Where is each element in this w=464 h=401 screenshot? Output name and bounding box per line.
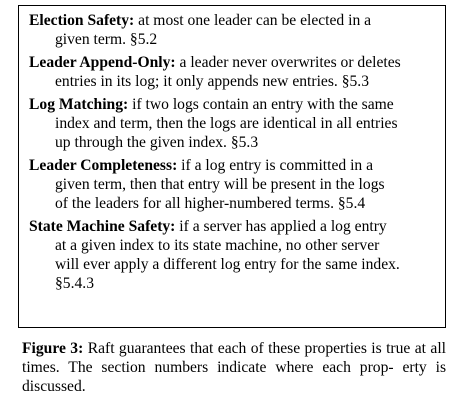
property-leader-append-only	[29, 53, 437, 91]
property-text-continued: §5.4.3	[55, 275, 94, 292]
property-term: Log Matching:	[29, 96, 129, 113]
property-text-continued: index and term, then the logs are identical in all entries	[55, 115, 398, 132]
property-election-safety	[29, 11, 437, 49]
property-term: State Machine Safety:	[29, 218, 176, 235]
property-text-continued: entries in its log; it only appends new entries. §5.3	[55, 73, 369, 90]
property-term: Leader Completeness:	[29, 157, 178, 174]
caption-text-line-2: at all times. The section numbers indicate where each prop-	[22, 340, 446, 376]
property-text-continued: of the leaders for all higher-numbered terms. §5.4	[55, 195, 366, 212]
property-text: if a server has applied a log entry	[179, 218, 387, 235]
figure-label: Figure 3:	[22, 340, 84, 357]
property-text: if two logs contain an entry with the same	[132, 96, 394, 113]
property-text: if a log entry is committed in a	[181, 157, 374, 174]
property-text: at most one leader can be elected in a	[138, 12, 372, 29]
property-term: Leader Append-Only:	[29, 54, 176, 71]
property-log-matching	[29, 95, 437, 152]
property-text: a leader never overwrites or deletes	[179, 54, 401, 71]
property-text-continued: given term. §5.2	[55, 31, 158, 48]
property-text-continued: will ever apply a different log entry for the same index.	[55, 256, 400, 273]
property-text-continued: at a given index to its state machine, no other server	[55, 237, 380, 254]
properties-box	[18, 5, 446, 328]
caption-text-line-1: Raft guarantees that each of these properties is true	[87, 340, 411, 357]
property-text-continued: up through the given index. §5.3	[55, 134, 259, 151]
figure-caption	[22, 339, 446, 396]
property-leader-completeness	[29, 156, 437, 213]
property-term: Election Safety:	[29, 12, 135, 29]
property-state-machine-safety	[29, 217, 437, 293]
caption-text-line-3: erty is discussed.	[22, 359, 447, 395]
property-text-continued: given term, then that entry will be present in the logs	[55, 176, 385, 193]
